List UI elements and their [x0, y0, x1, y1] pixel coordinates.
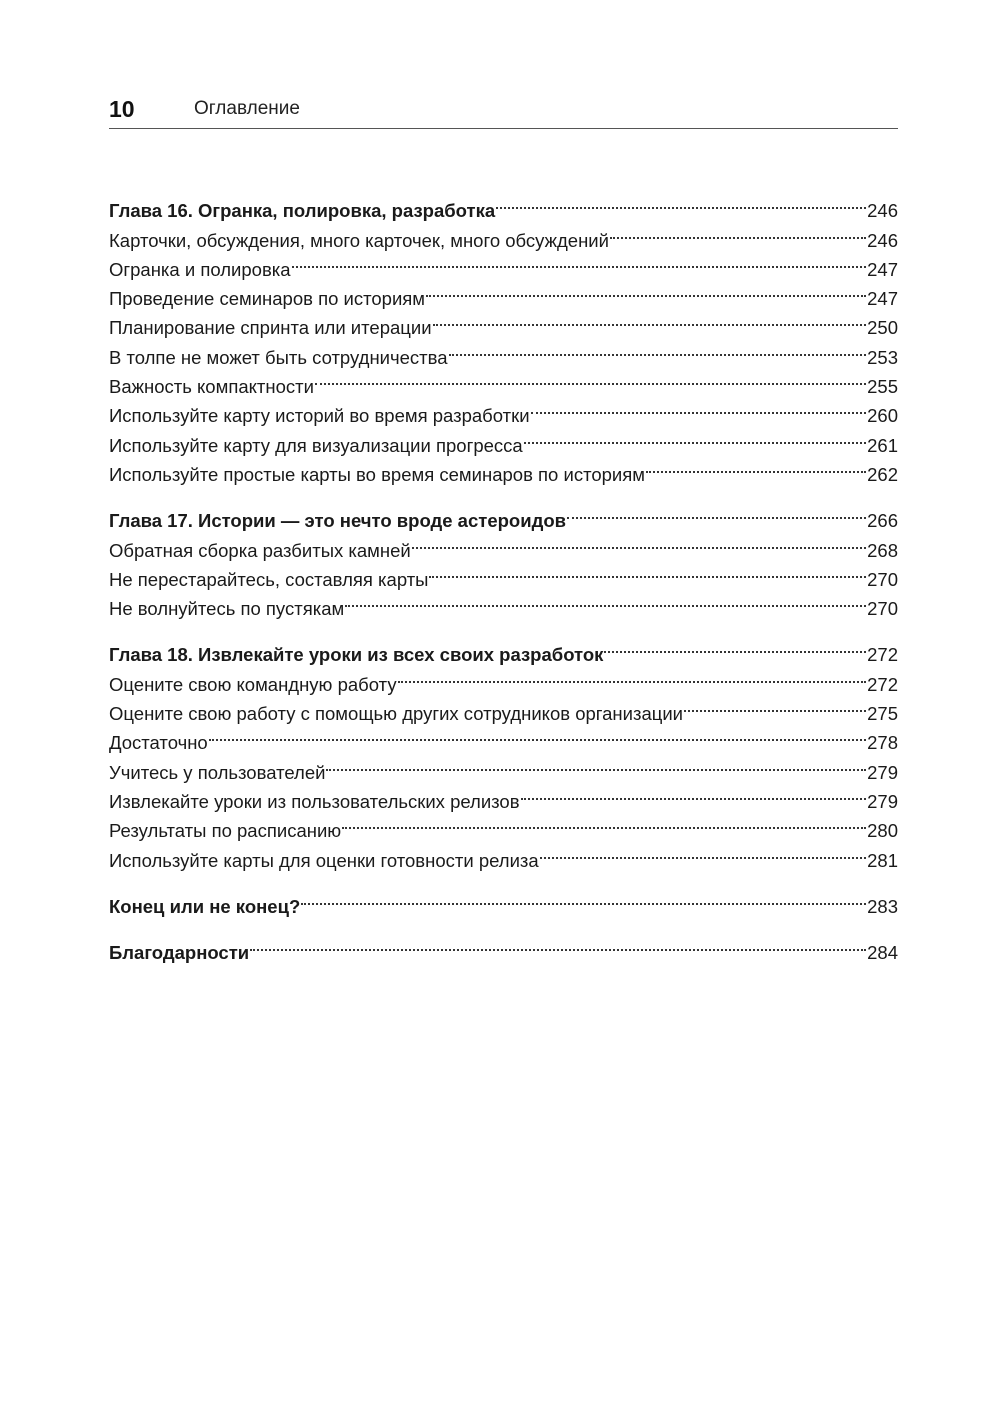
dot-leader	[646, 452, 866, 481]
section-title: Не перестарайтесь, составляя карты	[109, 568, 429, 590]
page-ref: 250	[867, 317, 898, 339]
toc-chapter	[109, 930, 898, 964]
chapter-title: Конец или не конец?	[109, 895, 301, 917]
page-ref: 266	[867, 510, 898, 532]
dot-leader	[531, 393, 867, 422]
dot-leader	[449, 334, 867, 363]
dot-leader	[250, 930, 866, 959]
page-ref: 247	[867, 288, 898, 310]
dot-leader	[398, 661, 867, 690]
section-title: Извлекайте уроки из пользовательских релизов	[109, 790, 520, 812]
running-title: Оглавление	[194, 98, 300, 119]
dot-leader	[429, 557, 866, 586]
section-title: Оцените свою командную работу	[109, 673, 397, 695]
section-title: Обратная сборка разбитых камней	[109, 539, 411, 561]
page-ref: 253	[867, 346, 898, 368]
dot-leader	[540, 837, 866, 866]
section-title: Огранка и полировка	[109, 258, 291, 280]
chapter-entry	[109, 930, 898, 964]
section-title: Проведение семинаров по историям	[109, 288, 426, 310]
dot-leader	[496, 188, 866, 217]
section-title: Используйте карту для визуализации прогресса	[109, 434, 523, 456]
table-of-contents	[109, 188, 898, 976]
chapter-title: Глава 16. Огранка, полировка, разработка	[109, 200, 496, 222]
dot-leader	[610, 217, 866, 246]
toc-chapter	[109, 188, 898, 485]
dot-leader	[315, 364, 866, 393]
page-ref: 279	[867, 761, 898, 783]
page-ref: 262	[867, 463, 898, 485]
section-title: Используйте карту историй во время разработки	[109, 405, 530, 427]
chapter-title: Глава 17. Истории — это нечто вроде астероидов	[109, 510, 566, 532]
page-ref: 272	[867, 673, 898, 695]
page-ref: 275	[867, 703, 898, 725]
dot-leader	[412, 527, 866, 556]
toc-chapter	[109, 632, 898, 871]
section-title: Не волнуйтесь по пустякам	[109, 598, 345, 620]
dot-leader	[684, 691, 866, 720]
dot-leader	[524, 422, 866, 451]
dot-leader	[426, 276, 866, 305]
chapter-entry	[109, 884, 898, 917]
dot-leader	[567, 498, 866, 527]
page-ref: 268	[867, 539, 898, 561]
dot-leader	[521, 779, 867, 808]
page-ref: 281	[867, 849, 898, 871]
chapter-entry	[109, 188, 898, 222]
section-title: В толпе не может быть сотрудничества	[109, 346, 448, 368]
section-title: Оцените свою работу с помощью других сотрудников организации	[109, 703, 684, 725]
section-title: Планирование спринта или итерации	[109, 317, 432, 339]
section-title: Карточки, обсуждения, много карточек, много обсуждений	[109, 229, 609, 251]
page-ref: 278	[867, 732, 898, 754]
chapter-entry	[109, 498, 898, 532]
dot-leader	[342, 808, 866, 837]
page-ref: 270	[867, 568, 898, 590]
page-ref: 283	[867, 895, 898, 917]
page-ref: 261	[867, 434, 898, 456]
dot-leader	[326, 749, 866, 778]
page-ref: 246	[867, 229, 898, 251]
dot-leader	[209, 720, 866, 749]
page-ref: 272	[867, 644, 898, 666]
dot-leader	[301, 884, 866, 913]
section-title: Результаты по расписанию	[109, 820, 342, 842]
page-header	[109, 92, 898, 129]
section-entry	[109, 720, 898, 754]
dot-leader	[292, 247, 867, 276]
dot-leader	[433, 305, 867, 334]
section-entry	[109, 749, 898, 783]
page-number: 10	[109, 96, 135, 122]
section-title: Используйте простые карты во время семинаров по историям	[109, 463, 645, 485]
chapter-title: Благодарности	[109, 942, 250, 964]
chapter-entry	[109, 632, 898, 666]
chapter-title: Глава 18. Извлекайте уроки из всех своих разработок	[109, 644, 604, 666]
page-ref: 284	[867, 942, 898, 964]
dot-leader	[345, 586, 866, 615]
page-ref: 247	[867, 258, 898, 280]
section-title: Учитесь у пользователей	[109, 761, 326, 783]
page-ref: 260	[867, 405, 898, 427]
page-ref: 270	[867, 598, 898, 620]
page-ref: 255	[867, 376, 898, 398]
section-title: Используйте карты для оценки готовности релиза	[109, 849, 539, 871]
page-ref: 280	[867, 820, 898, 842]
toc-chapter	[109, 498, 898, 620]
section-title: Важность компактности	[109, 376, 314, 398]
page-ref: 279	[867, 790, 898, 812]
section-title: Достаточно	[109, 732, 208, 754]
dot-leader	[604, 632, 866, 661]
page-ref: 246	[867, 200, 898, 222]
toc-chapter	[109, 884, 898, 917]
